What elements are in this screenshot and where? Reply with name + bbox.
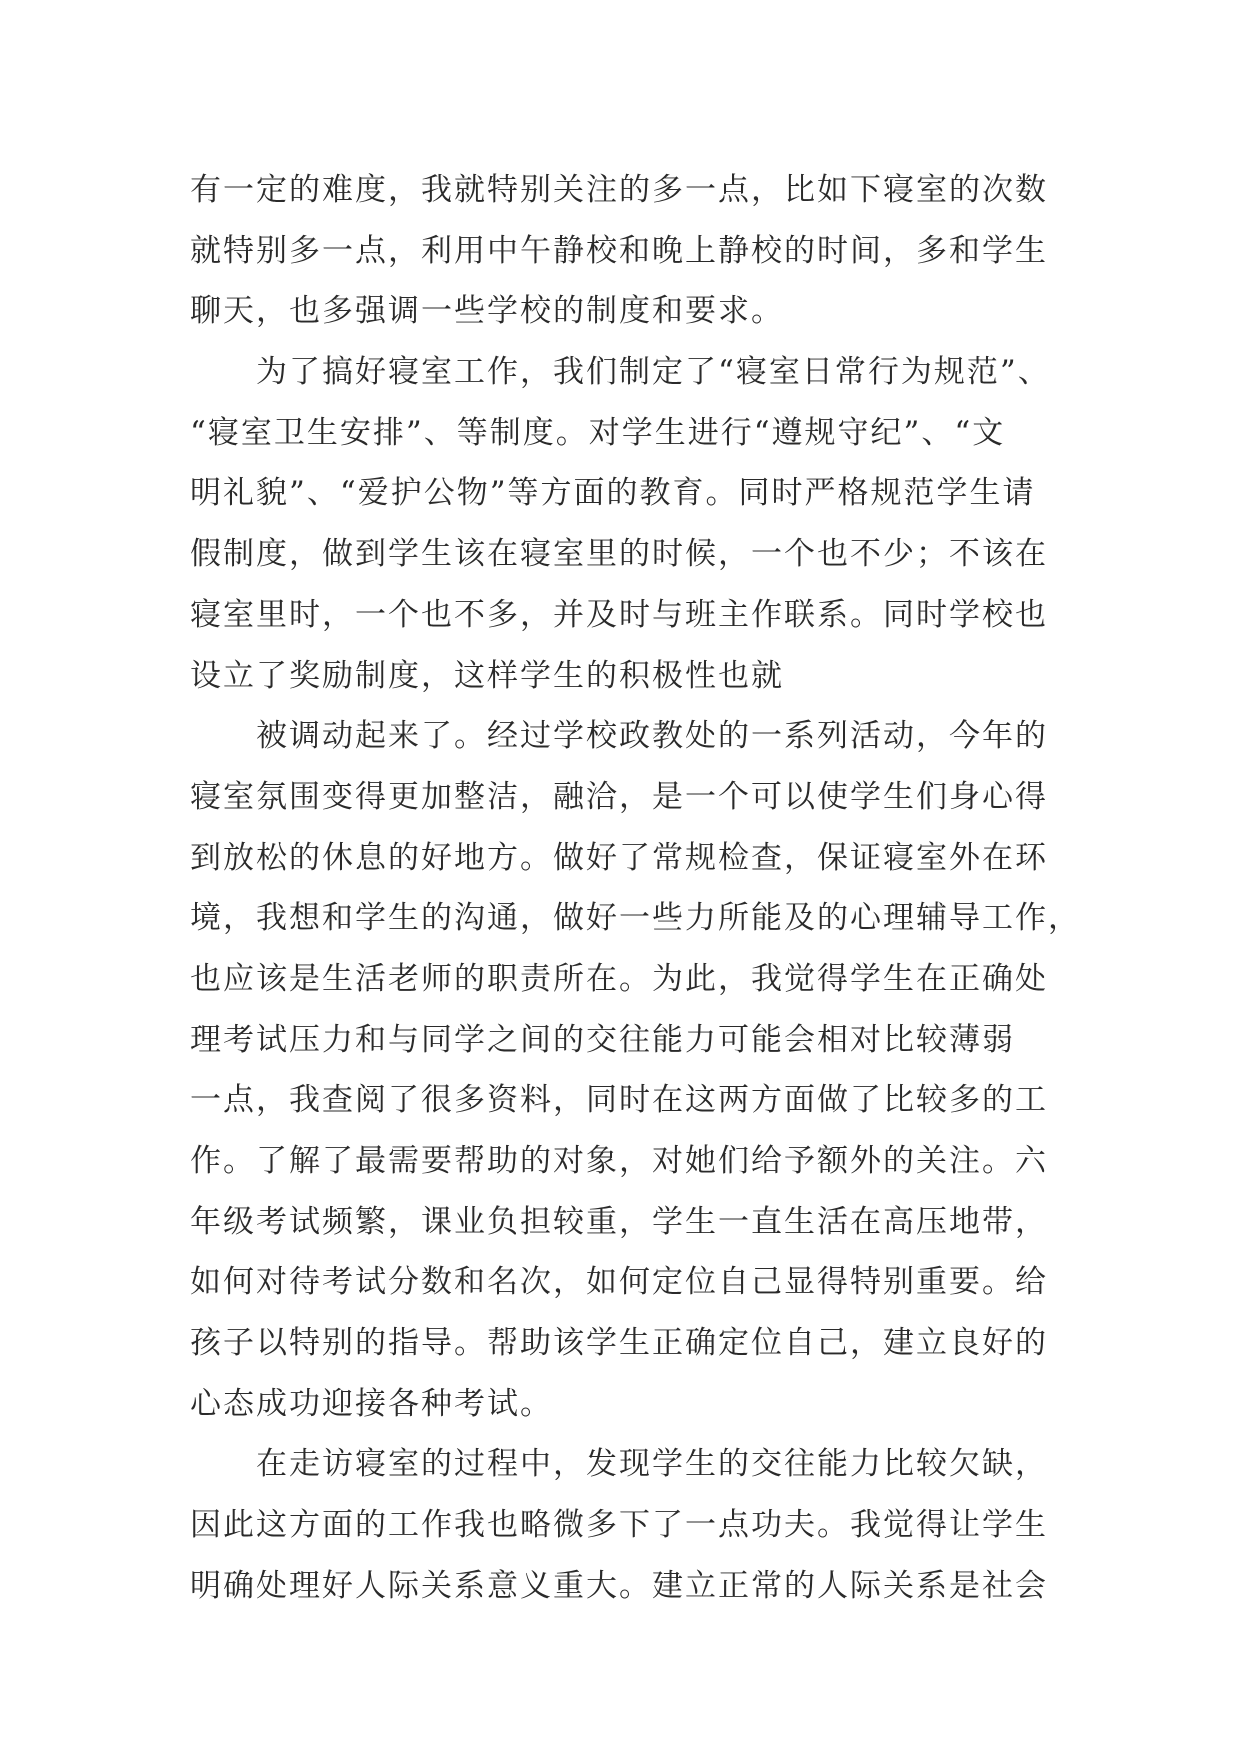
body-text bbox=[190, 160, 1081, 1617]
paragraph-start-line: 在走访寝室的过程中，发现学生的交往能力比较欠缺， bbox=[256, 1446, 1048, 1483]
text-line: 到放松的休息的好地方。做好了常规检查，保证寝室外在环 bbox=[190, 839, 1048, 876]
text-line: 明礼貌”、“爱护公物”等方面的教育。同时严格规范学生请 bbox=[190, 475, 1036, 512]
text-line: 一点，我查阅了很多资料，同时在这两方面做了比较多的工 bbox=[190, 1082, 1048, 1119]
text-line: 境，我想和学生的沟通，做好一些力所能及的心理辅导工作， bbox=[190, 900, 1081, 937]
paragraph-start-line: 为了搞好寝室工作，我们制定了“寝室日常行为规范”、 bbox=[256, 354, 1051, 391]
text-line: 年级考试频繁，课业负担较重，学生一直生活在高压地带， bbox=[190, 1203, 1048, 1240]
text-line: 孩子以特别的指导。帮助该学生正确定位自己，建立良好的 bbox=[190, 1325, 1048, 1362]
text-line: 也应该是生活老师的职责所在。为此，我觉得学生在正确处 bbox=[190, 960, 1048, 997]
text-line: 寝室里时，一个也不多，并及时与班主作联系。同时学校也 bbox=[190, 596, 1048, 633]
text-line: 理考试压力和与同学之间的交往能力可能会相对比较薄弱 bbox=[190, 1021, 1015, 1058]
text-line: 因此这方面的工作我也略微多下了一点功夫。我觉得让学生 bbox=[190, 1507, 1048, 1544]
text-line: 作。了解了最需要帮助的对象，对她们给予额外的关注。六 bbox=[190, 1143, 1048, 1179]
text-line: 如何对待考试分数和名次，如何定位自己显得特别重要。给 bbox=[190, 1264, 1048, 1301]
text-line: “寝室卫生安排”、等制度。对学生进行“遵规守纪”、“文 bbox=[190, 414, 1006, 451]
text-line: 设立了奖励制度，这样学生的积极性也就 bbox=[190, 657, 784, 694]
text-line: 明确处理好人际关系意义重大。建立正常的人际关系是社会 bbox=[190, 1567, 1048, 1604]
text-line: 聊天，也多强调一些学校的制度和要求。 bbox=[190, 293, 784, 330]
paragraph-start-line: 被调动起来了。经过学校政教处的一系列活动，今年的 bbox=[256, 718, 1048, 755]
text-line: 有一定的难度，我就特别关注的多一点，比如下寝室的次数 bbox=[190, 172, 1048, 208]
text-line: 假制度，做到学生该在寝室里的时候，一个也不少；不该在 bbox=[190, 536, 1048, 573]
text-line: 就特别多一点，利用中午静校和晚上静校的时间，多和学生 bbox=[190, 232, 1048, 269]
text-line: 寝室氛围变得更加整洁，融洽，是一个可以使学生们身心得 bbox=[190, 778, 1048, 815]
text-line: 心态成功迎接各种考试。 bbox=[190, 1385, 553, 1422]
